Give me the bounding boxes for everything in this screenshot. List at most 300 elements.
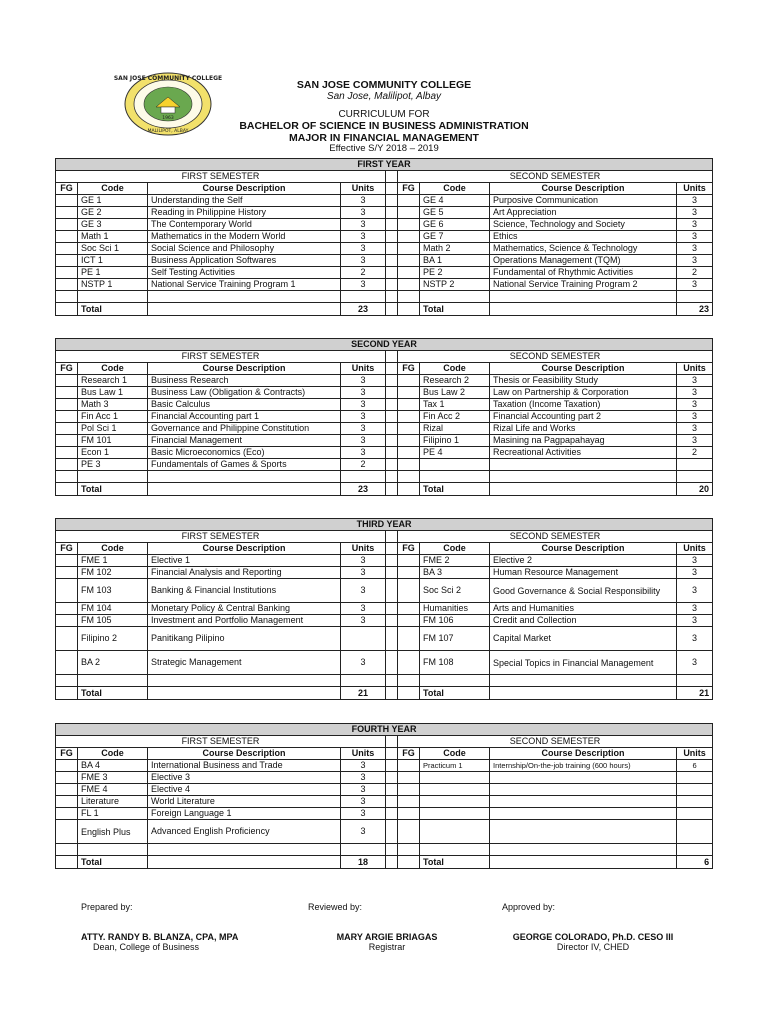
final-grade-cell bbox=[398, 231, 420, 243]
course-code: PE 2 bbox=[420, 267, 490, 279]
gap-cell bbox=[386, 579, 398, 603]
course-row bbox=[56, 435, 713, 447]
final-grade-cell bbox=[398, 411, 420, 423]
course-row bbox=[56, 844, 713, 856]
final-grade-cell bbox=[56, 375, 78, 387]
blank-cell bbox=[148, 687, 341, 700]
second-semester-label: SECOND SEMESTER bbox=[398, 171, 713, 183]
col-header-fg: FG bbox=[398, 748, 420, 760]
final-grade-cell bbox=[56, 243, 78, 255]
final-grade-cell bbox=[56, 808, 78, 820]
final-grade-cell bbox=[56, 387, 78, 399]
total-label: Total bbox=[420, 303, 490, 316]
course-row bbox=[56, 399, 713, 411]
gap-cell bbox=[386, 603, 398, 615]
col-header-code: Code bbox=[78, 183, 148, 195]
course-units: 3 bbox=[341, 579, 386, 603]
year-title: THIRD YEAR bbox=[56, 519, 713, 531]
course-row bbox=[56, 387, 713, 399]
course-units: 3 bbox=[341, 615, 386, 627]
final-grade-cell bbox=[398, 808, 420, 820]
course-row bbox=[56, 423, 713, 435]
curriculum-label: CURRICULUM FOR bbox=[338, 108, 430, 120]
col-header-units: Units bbox=[677, 748, 713, 760]
seal-ring-text: SAN JOSE COMMUNITY COLLEGE bbox=[113, 75, 223, 82]
course-description: Advanced English Proficiency bbox=[148, 820, 341, 844]
final-grade-cell bbox=[56, 435, 78, 447]
gap-cell bbox=[386, 543, 398, 555]
course-code: Research 1 bbox=[78, 375, 148, 387]
course-row bbox=[56, 796, 713, 808]
course-code: GE 3 bbox=[78, 219, 148, 231]
course-row bbox=[56, 279, 713, 291]
col-header-desc: Course Description bbox=[490, 748, 677, 760]
course-row bbox=[56, 411, 713, 423]
course-units: 3 bbox=[341, 423, 386, 435]
course-units bbox=[677, 820, 713, 844]
total-label: Total bbox=[78, 483, 148, 496]
course-description: Panitikang Pilipino bbox=[148, 627, 341, 651]
course-description bbox=[490, 784, 677, 796]
course-description: Elective 2 bbox=[490, 555, 677, 567]
course-description: Business Research bbox=[148, 375, 341, 387]
course-description: Investment and Portfolio Management bbox=[148, 615, 341, 627]
course-code: GE 5 bbox=[420, 207, 490, 219]
course-row bbox=[56, 772, 713, 784]
course-units: 6 bbox=[677, 760, 713, 772]
course-description: Understanding the Self bbox=[148, 195, 341, 207]
third-year-table bbox=[55, 518, 712, 700]
course-description: Good Governance & Social Responsibility bbox=[490, 579, 677, 603]
course-row bbox=[56, 219, 713, 231]
total-row bbox=[56, 687, 713, 700]
course-row bbox=[56, 195, 713, 207]
final-grade-cell bbox=[398, 471, 420, 483]
course-description bbox=[490, 291, 677, 303]
col-header-fg: FG bbox=[56, 183, 78, 195]
prepared-by-title: Dean, College of Business bbox=[93, 942, 200, 952]
col-header-code: Code bbox=[420, 363, 490, 375]
course-units: 2 bbox=[341, 459, 386, 471]
course-description: Ethics bbox=[490, 231, 677, 243]
course-row bbox=[56, 675, 713, 687]
gap-cell bbox=[386, 820, 398, 844]
col-header-desc: Course Description bbox=[490, 543, 677, 555]
total-label: Total bbox=[78, 303, 148, 316]
gap-cell bbox=[386, 531, 398, 543]
gap-cell bbox=[386, 808, 398, 820]
gap-cell bbox=[386, 195, 398, 207]
final-grade-cell bbox=[56, 207, 78, 219]
col-header-units: Units bbox=[341, 363, 386, 375]
course-description: Foreign Language 1 bbox=[148, 808, 341, 820]
approved-by-signatory bbox=[498, 932, 688, 952]
course-units: 3 bbox=[341, 219, 386, 231]
course-units: 3 bbox=[677, 375, 713, 387]
final-grade-cell bbox=[398, 219, 420, 231]
course-code bbox=[420, 459, 490, 471]
prepared-by-name: ATTY. RANDY B. BLANZA, CPA, MPA bbox=[81, 932, 239, 942]
course-code bbox=[78, 844, 148, 856]
course-code bbox=[420, 820, 490, 844]
course-code: NSTP 2 bbox=[420, 279, 490, 291]
approved-by-title: Director IV, CHED bbox=[556, 942, 630, 952]
course-code: Math 1 bbox=[78, 231, 148, 243]
course-code bbox=[78, 291, 148, 303]
reviewed-by-name: MARY ARGIE BRIAGAS bbox=[336, 932, 438, 942]
year-title: FOURTH YEAR bbox=[56, 724, 713, 736]
course-description: National Service Training Program 1 bbox=[148, 279, 341, 291]
gap-cell bbox=[386, 471, 398, 483]
total-label: Total bbox=[420, 856, 490, 869]
course-description: Taxation (Income Taxation) bbox=[490, 399, 677, 411]
curriculum-table bbox=[55, 723, 713, 869]
final-grade-cell bbox=[398, 555, 420, 567]
course-code: ICT 1 bbox=[78, 255, 148, 267]
gap-cell bbox=[386, 375, 398, 387]
final-grade-cell bbox=[56, 820, 78, 844]
total-row bbox=[56, 483, 713, 496]
course-code: Pol Sci 1 bbox=[78, 423, 148, 435]
second-semester-label: SECOND SEMESTER bbox=[398, 736, 713, 748]
course-units: 3 bbox=[677, 567, 713, 579]
course-code: FL 1 bbox=[78, 808, 148, 820]
course-units: 3 bbox=[341, 760, 386, 772]
col-header-code: Code bbox=[78, 543, 148, 555]
course-code: FM 102 bbox=[78, 567, 148, 579]
course-code: FM 107 bbox=[420, 627, 490, 651]
course-description: Masining na Pagpapahayag bbox=[490, 435, 677, 447]
gap-cell bbox=[386, 279, 398, 291]
course-code: Filipino 2 bbox=[78, 627, 148, 651]
gap-cell bbox=[386, 856, 398, 869]
final-grade-cell bbox=[398, 459, 420, 471]
final-grade-cell bbox=[56, 603, 78, 615]
gap-cell bbox=[386, 796, 398, 808]
course-code bbox=[420, 291, 490, 303]
final-grade-cell bbox=[398, 243, 420, 255]
course-row bbox=[56, 627, 713, 651]
course-code: Fin Acc 2 bbox=[420, 411, 490, 423]
first-semester-label: FIRST SEMESTER bbox=[56, 351, 386, 363]
total-label: Total bbox=[78, 687, 148, 700]
course-description: Banking & Financial Institutions bbox=[148, 579, 341, 603]
final-grade-cell bbox=[398, 387, 420, 399]
semester-row bbox=[56, 351, 713, 363]
course-description: National Service Training Program 2 bbox=[490, 279, 677, 291]
course-code: English Plus bbox=[78, 820, 148, 844]
course-units: 3 bbox=[677, 399, 713, 411]
course-code: PE 1 bbox=[78, 267, 148, 279]
course-code: Bus Law 2 bbox=[420, 387, 490, 399]
col-header-fg: FG bbox=[56, 543, 78, 555]
course-row bbox=[56, 243, 713, 255]
course-units bbox=[677, 675, 713, 687]
col-header-code: Code bbox=[420, 183, 490, 195]
course-description bbox=[148, 844, 341, 856]
gap-cell bbox=[386, 687, 398, 700]
blank-cell bbox=[148, 483, 341, 496]
gap-cell bbox=[386, 567, 398, 579]
final-grade-cell bbox=[56, 844, 78, 856]
course-units: 3 bbox=[341, 772, 386, 784]
course-description bbox=[148, 471, 341, 483]
course-units: 3 bbox=[677, 615, 713, 627]
col-header-code: Code bbox=[420, 543, 490, 555]
course-units: 3 bbox=[677, 579, 713, 603]
course-units: 3 bbox=[341, 411, 386, 423]
prepared-by-signatory bbox=[81, 932, 281, 952]
course-units: 3 bbox=[341, 195, 386, 207]
gap-cell bbox=[386, 435, 398, 447]
year-title-row bbox=[56, 339, 713, 351]
final-grade-cell bbox=[56, 231, 78, 243]
course-description bbox=[490, 844, 677, 856]
final-grade-cell bbox=[398, 820, 420, 844]
course-units: 3 bbox=[677, 651, 713, 675]
course-description: Elective 4 bbox=[148, 784, 341, 796]
course-row bbox=[56, 784, 713, 796]
year-title-row bbox=[56, 519, 713, 531]
course-description bbox=[490, 772, 677, 784]
course-row bbox=[56, 447, 713, 459]
course-code: BA 2 bbox=[78, 651, 148, 675]
course-code: GE 2 bbox=[78, 207, 148, 219]
reviewed-by-title: Registrar bbox=[368, 942, 406, 952]
course-description bbox=[490, 808, 677, 820]
final-grade-cell bbox=[56, 279, 78, 291]
course-description: Financial Accounting part 2 bbox=[490, 411, 677, 423]
course-description: Social Science and Philosophy bbox=[148, 243, 341, 255]
gap-cell bbox=[386, 772, 398, 784]
final-grade-cell bbox=[56, 675, 78, 687]
course-code: BA 3 bbox=[420, 567, 490, 579]
course-code: Soc Sci 1 bbox=[78, 243, 148, 255]
gap-cell bbox=[386, 255, 398, 267]
total-units: 20 bbox=[677, 483, 713, 496]
total-row bbox=[56, 856, 713, 869]
col-header-desc: Course Description bbox=[148, 363, 341, 375]
final-grade-cell bbox=[398, 687, 420, 700]
final-grade-cell bbox=[56, 772, 78, 784]
final-grade-cell bbox=[398, 195, 420, 207]
second-semester-label: SECOND SEMESTER bbox=[398, 351, 713, 363]
final-grade-cell bbox=[56, 195, 78, 207]
final-grade-cell bbox=[56, 255, 78, 267]
col-header-desc: Course Description bbox=[148, 183, 341, 195]
total-label: Total bbox=[78, 856, 148, 869]
course-description: Special Topics in Financial Management bbox=[490, 651, 677, 675]
course-code: FME 4 bbox=[78, 784, 148, 796]
final-grade-cell bbox=[398, 784, 420, 796]
course-description: Thesis or Feasibility Study bbox=[490, 375, 677, 387]
course-units: 2 bbox=[677, 267, 713, 279]
course-description: Mathematics in the Modern World bbox=[148, 231, 341, 243]
blank-cell bbox=[148, 856, 341, 869]
course-units: 3 bbox=[341, 651, 386, 675]
course-units: 3 bbox=[341, 784, 386, 796]
final-grade-cell bbox=[56, 615, 78, 627]
fourth-year-table bbox=[55, 723, 712, 869]
course-units: 3 bbox=[677, 603, 713, 615]
total-units: 21 bbox=[677, 687, 713, 700]
total-units: 23 bbox=[341, 303, 386, 316]
course-units bbox=[341, 675, 386, 687]
gap-cell bbox=[386, 844, 398, 856]
col-header-fg: FG bbox=[56, 363, 78, 375]
course-units: 3 bbox=[677, 279, 713, 291]
course-description: Science, Technology and Society bbox=[490, 219, 677, 231]
final-grade-cell bbox=[398, 303, 420, 316]
course-units bbox=[341, 627, 386, 651]
course-code bbox=[420, 784, 490, 796]
course-units: 2 bbox=[677, 447, 713, 459]
total-label: Total bbox=[420, 687, 490, 700]
gap-cell bbox=[386, 411, 398, 423]
final-grade-cell bbox=[56, 651, 78, 675]
course-units bbox=[341, 471, 386, 483]
gap-cell bbox=[386, 651, 398, 675]
gap-cell bbox=[386, 303, 398, 316]
first-semester-label: FIRST SEMESTER bbox=[56, 531, 386, 543]
gap-cell bbox=[386, 736, 398, 748]
course-units: 3 bbox=[341, 375, 386, 387]
semester-row bbox=[56, 171, 713, 183]
gap-cell bbox=[386, 784, 398, 796]
course-description: Financial Analysis and Reporting bbox=[148, 567, 341, 579]
col-header-desc: Course Description bbox=[490, 363, 677, 375]
course-description: Governance and Philippine Constitution bbox=[148, 423, 341, 435]
total-row bbox=[56, 303, 713, 316]
final-grade-cell bbox=[56, 796, 78, 808]
final-grade-cell bbox=[56, 856, 78, 869]
course-row bbox=[56, 555, 713, 567]
year-title: FIRST YEAR bbox=[56, 159, 713, 171]
col-header-units: Units bbox=[341, 748, 386, 760]
curriculum-table bbox=[55, 338, 713, 496]
course-units bbox=[677, 844, 713, 856]
course-description: Fundamentals of Games & Sports bbox=[148, 459, 341, 471]
gap-cell bbox=[386, 748, 398, 760]
gap-cell bbox=[386, 219, 398, 231]
course-row bbox=[56, 471, 713, 483]
final-grade-cell bbox=[398, 279, 420, 291]
total-units: 6 bbox=[677, 856, 713, 869]
course-description: Self Testing Activities bbox=[148, 267, 341, 279]
column-header-row bbox=[56, 363, 713, 375]
semester-row bbox=[56, 736, 713, 748]
course-description: Internship/On-the-job training (600 hours) bbox=[490, 760, 677, 772]
final-grade-cell bbox=[56, 459, 78, 471]
final-grade-cell bbox=[398, 760, 420, 772]
course-description bbox=[490, 796, 677, 808]
course-code bbox=[420, 772, 490, 784]
col-header-fg: FG bbox=[398, 543, 420, 555]
final-grade-cell bbox=[398, 796, 420, 808]
major-title: MAJOR IN FINANCIAL MANAGEMENT bbox=[289, 132, 479, 145]
course-units bbox=[677, 808, 713, 820]
gap-cell bbox=[386, 231, 398, 243]
course-units: 3 bbox=[677, 423, 713, 435]
total-units: 23 bbox=[677, 303, 713, 316]
final-grade-cell bbox=[56, 447, 78, 459]
gap-cell bbox=[386, 760, 398, 772]
total-units: 23 bbox=[341, 483, 386, 496]
course-description: International Business and Trade bbox=[148, 760, 341, 772]
course-row bbox=[56, 207, 713, 219]
gap-cell bbox=[386, 267, 398, 279]
course-units: 3 bbox=[341, 567, 386, 579]
course-description: Business Application Softwares bbox=[148, 255, 341, 267]
curriculum-table bbox=[55, 518, 713, 700]
final-grade-cell bbox=[56, 411, 78, 423]
second-semester-label: SECOND SEMESTER bbox=[398, 531, 713, 543]
course-description: Elective 1 bbox=[148, 555, 341, 567]
document-header bbox=[228, 79, 540, 155]
first-semester-label: FIRST SEMESTER bbox=[56, 171, 386, 183]
course-row bbox=[56, 255, 713, 267]
seal-year: 1963 bbox=[162, 116, 174, 121]
course-units: 3 bbox=[341, 435, 386, 447]
course-units: 3 bbox=[677, 195, 713, 207]
blank-cell bbox=[490, 303, 677, 316]
col-header-code: Code bbox=[78, 363, 148, 375]
course-units: 3 bbox=[341, 808, 386, 820]
course-code: Soc Sci 2 bbox=[420, 579, 490, 603]
final-grade-cell bbox=[398, 267, 420, 279]
course-code: FME 3 bbox=[78, 772, 148, 784]
course-row bbox=[56, 579, 713, 603]
course-description bbox=[490, 820, 677, 844]
course-code: Math 3 bbox=[78, 399, 148, 411]
col-header-code: Code bbox=[420, 748, 490, 760]
course-code: Rizal bbox=[420, 423, 490, 435]
course-code: Fin Acc 1 bbox=[78, 411, 148, 423]
course-code: PE 4 bbox=[420, 447, 490, 459]
course-code: Tax 1 bbox=[420, 399, 490, 411]
final-grade-cell bbox=[398, 615, 420, 627]
course-code: FM 103 bbox=[78, 579, 148, 603]
first-semester-label: FIRST SEMESTER bbox=[56, 736, 386, 748]
course-row bbox=[56, 615, 713, 627]
course-units: 3 bbox=[677, 555, 713, 567]
course-code bbox=[420, 471, 490, 483]
col-header-units: Units bbox=[341, 183, 386, 195]
reviewed-by-label: Reviewed by: bbox=[308, 902, 363, 912]
course-description: Strategic Management bbox=[148, 651, 341, 675]
approved-by-label: Approved by: bbox=[502, 902, 556, 912]
gap-cell bbox=[386, 207, 398, 219]
final-grade-cell bbox=[398, 255, 420, 267]
course-units: 3 bbox=[677, 435, 713, 447]
course-units: 3 bbox=[677, 243, 713, 255]
final-grade-cell bbox=[398, 399, 420, 411]
course-description: Fundamental of Rhythmic Activities bbox=[490, 267, 677, 279]
blank-cell bbox=[490, 483, 677, 496]
course-description: Human Resource Management bbox=[490, 567, 677, 579]
course-description: Business Law (Obligation & Contracts) bbox=[148, 387, 341, 399]
course-description: Capital Market bbox=[490, 627, 677, 651]
course-code: Filipino 1 bbox=[420, 435, 490, 447]
course-code bbox=[78, 471, 148, 483]
col-header-fg: FG bbox=[56, 748, 78, 760]
course-code: BA 4 bbox=[78, 760, 148, 772]
course-description: Law on Partnership & Corporation bbox=[490, 387, 677, 399]
course-description bbox=[148, 291, 341, 303]
final-grade-cell bbox=[56, 579, 78, 603]
course-units: 3 bbox=[677, 207, 713, 219]
gap-cell bbox=[386, 615, 398, 627]
